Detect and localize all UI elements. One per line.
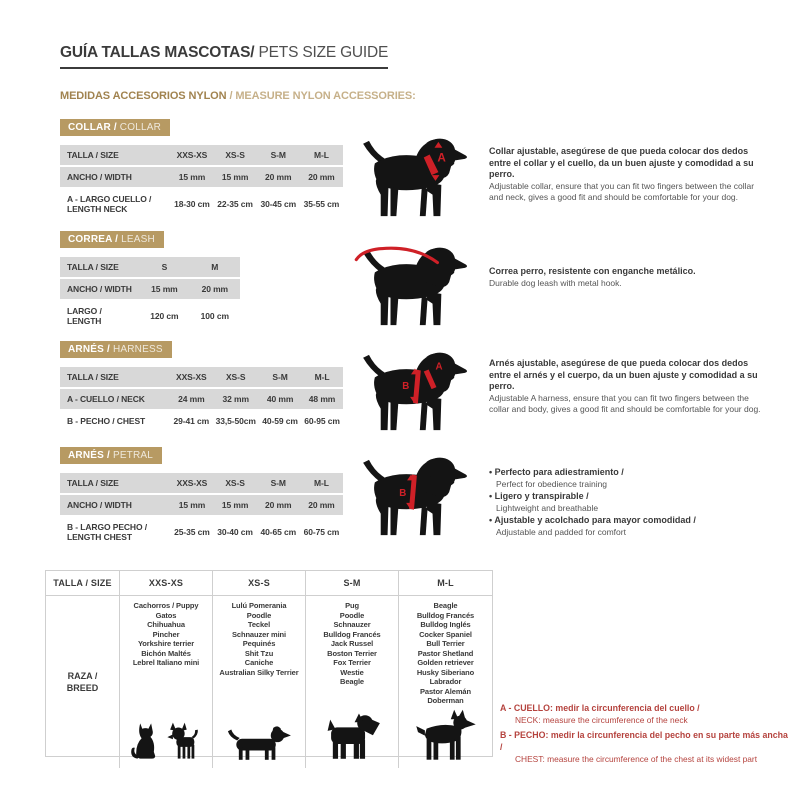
leash-size-table (60, 255, 240, 333)
petral-feature-list (489, 467, 763, 539)
table-cell: B - LARGO PECHO / LENGTH CHEST (60, 517, 170, 547)
dog-silhouette-leash (352, 243, 472, 331)
dachshund-silhouette-icon (223, 722, 295, 764)
breed-table-body (46, 596, 492, 756)
table-row (60, 167, 343, 187)
table-cell: M-L (301, 367, 343, 387)
table-cell: 33,5-50cm (212, 411, 259, 431)
breed-list (306, 596, 398, 687)
table-cell: XS-S (214, 473, 257, 493)
feature-es: • Ajustable y acolchado para mayor comodidad / (489, 515, 763, 527)
dog-harness-illustration (352, 348, 472, 436)
table-cell: ANCHO / WIDTH (60, 279, 139, 299)
breed-item: Pastor Alemán (420, 686, 471, 696)
table-cell: 20 mm (300, 167, 343, 187)
table-row (60, 495, 343, 515)
table-cell: S-M (257, 473, 300, 493)
feature-en: Adjustable and padded for comfort (496, 526, 626, 537)
breed-item: Beagle (433, 601, 458, 610)
breed-label: BREED (66, 682, 99, 693)
petral-feature (489, 467, 763, 490)
table-cell: 15 mm (214, 167, 257, 187)
note-en: CHEST: measure the circumference of the chest at its widest part (515, 754, 758, 764)
table-cell: 40-59 cm (259, 411, 301, 431)
doberman-silhouette-icon (413, 708, 479, 764)
badge-label-en: HARNESS (109, 344, 163, 355)
page-title (60, 44, 388, 69)
breed-item: Pug (345, 601, 359, 610)
table-row (60, 411, 343, 431)
breed-item: Cachorros / Puppy (133, 601, 199, 610)
petral-feature (489, 515, 763, 538)
breed-list (120, 596, 212, 668)
harness-desc-en: Adjustable A harness, ensure that you can fit two fingers between the collar and body, gives a good fit and should be comfortable for your dog. (489, 392, 761, 414)
table-row (60, 517, 343, 547)
table-cell: 15 mm (214, 495, 257, 515)
table-cell: 24 mm (170, 389, 212, 409)
section-badge-leash (60, 231, 164, 248)
badge-label-en: COLLAR (116, 122, 162, 133)
dog-petral-illustration (352, 453, 472, 541)
breed-item: Cocker Spaniel (419, 629, 472, 639)
breed-item: Bulldog Francés (416, 610, 475, 620)
feature-es: • Ligero y transpirable / (489, 491, 763, 503)
table-row (60, 301, 240, 331)
silhouettes-xs-s (213, 706, 305, 768)
table-cell: M-L (300, 473, 343, 493)
breed-item: Bulldog Francés (323, 629, 381, 639)
breed-item: Golden retriever (417, 658, 474, 667)
schnauzer-silhouette-icon (321, 710, 383, 764)
table-cell: 100 cm (190, 301, 240, 331)
breed-list (399, 596, 492, 706)
feature-en: Lightweight and breathable (496, 502, 599, 513)
table-row (60, 279, 240, 299)
table-cell: TALLA / SIZE (60, 145, 170, 165)
breed-item: Chihuahua (147, 620, 185, 629)
table-cell: 20 mm (257, 167, 300, 187)
section-badge-collar (60, 119, 170, 136)
breed-item: Pastor Shetland (417, 648, 474, 658)
spec-table-grid (60, 255, 240, 333)
table-cell: 60-75 cm (300, 517, 343, 547)
leash-desc-es: Correa perro, resistente con enganche metálico. (489, 266, 696, 276)
table-cell: 48 mm (301, 389, 343, 409)
breed-item: Jack Russel (330, 639, 374, 648)
page-subtitle-es: MEDIDAS ACCESORIOS NYLON (60, 90, 230, 102)
table-cell: 120 cm (139, 301, 189, 331)
table-cell: 22-35 cm (214, 189, 257, 219)
breed-column-xxs-xs (120, 596, 213, 768)
breed-item: Shit Tzu (244, 648, 274, 658)
petral-size-table (60, 471, 343, 549)
table-cell: M-L (300, 145, 343, 165)
breed-item: Pincher (152, 629, 180, 639)
table-cell: 35-55 cm (300, 189, 343, 219)
note-en: NECK: measure the circumference of the neck (515, 715, 688, 725)
breed-column-xs-s (213, 596, 306, 768)
marker-letter-b: B (399, 488, 407, 500)
table-cell: S-M (257, 145, 300, 165)
dog-silhouette-petral (352, 453, 472, 541)
breed-header-cell: XXS-XS (120, 571, 213, 596)
table-cell: M (190, 257, 240, 277)
section-badge-petral (60, 447, 162, 464)
breed-header-cell: M-L (399, 571, 492, 596)
breed-list (213, 596, 305, 677)
collar-desc-en: Adjustable collar, ensure that you can fit two fingers between the collar and neck, gives a good fit and should be comfortable for your dog. (489, 180, 755, 202)
badge-label-en: PETRAL (109, 450, 154, 461)
marker-letter-a: A (437, 151, 446, 165)
breed-item: Poodle (246, 610, 272, 620)
petral-feature (489, 491, 763, 514)
breed-item: Doberman (427, 696, 464, 705)
table-cell: 40 mm (259, 389, 301, 409)
silhouettes-s-m (306, 706, 398, 768)
table-cell: 20 mm (190, 279, 240, 299)
cat-silhouette-icon (128, 718, 162, 764)
table-cell: ANCHO / WIDTH (60, 495, 170, 515)
table-cell: XS-S (214, 145, 257, 165)
table-cell: XXS-XS (170, 145, 213, 165)
dog-leash-illustration (352, 243, 472, 331)
breed-header-cell: TALLA / SIZE (46, 571, 120, 596)
breed-item: Australian Silky Terrier (219, 667, 299, 677)
breed-table-header (46, 571, 492, 596)
table-cell: 20 mm (257, 495, 300, 515)
breed-row-label (46, 596, 120, 768)
table-cell: 15 mm (170, 167, 213, 187)
table-cell: TALLA / SIZE (60, 367, 170, 387)
breed-item: Lebrel Italiano mini (132, 658, 200, 667)
page-title-en: PETS SIZE GUIDE (254, 44, 389, 61)
badge-label-es: CORREA / (68, 234, 119, 245)
table-cell: A - LARGO CUELLO / LENGTH NECK (60, 189, 170, 219)
table-cell: TALLA / SIZE (60, 257, 139, 277)
table-cell: 18-30 cm (170, 189, 213, 219)
dog-mouth (454, 478, 467, 486)
table-cell: 30-40 cm (214, 517, 257, 547)
dog-collar-illustration (352, 134, 472, 222)
table-row (60, 189, 343, 219)
dog-mouth (454, 268, 467, 276)
table-cell: S (139, 257, 189, 277)
table-cell: B - PECHO / CHEST (60, 411, 170, 431)
table-cell: 20 mm (300, 495, 343, 515)
table-cell: 30-45 cm (257, 189, 300, 219)
silhouettes-m-l (399, 706, 492, 768)
section-badge-harness (60, 341, 172, 358)
table-cell: LARGO / LENGTH (60, 301, 139, 331)
leash-description (489, 266, 763, 289)
table-cell: 32 mm (212, 389, 259, 409)
table-header-row (60, 473, 343, 493)
breed-header-cell: S-M (306, 571, 399, 596)
note-neck (500, 702, 792, 726)
chihuahua-silhouette-icon (166, 720, 204, 764)
table-cell: A - CUELLO / NECK (60, 389, 170, 409)
collar-desc-es: Collar ajustable, asegúrese de que pueda colocar dos dedos entre el collar y el cuello, da un buen ajuste y comodidad a su perro. (489, 146, 754, 179)
breed-item: Boston Terrier (327, 648, 377, 658)
table-header-row (60, 367, 343, 387)
breed-item: Husky Siberiano (416, 667, 475, 677)
table-cell: TALLA / SIZE (60, 473, 170, 493)
breed-column-s-m (306, 596, 399, 768)
breed-item: Labrador (429, 677, 462, 686)
badge-label-en: LEASH (118, 234, 155, 245)
table-cell: XXS-XS (170, 367, 212, 387)
breed-item: Schnauzer (333, 620, 371, 629)
harness-desc-es: Arnés ajustable, asegúrese de que pueda colocar dos dedos entre el arnés y el cuerpo, da un buen ajuste y comodidad a su perro. (489, 358, 758, 391)
breed-column-m-l (399, 596, 492, 768)
table-cell: S-M (259, 367, 301, 387)
badge-label-es: ARNÉS / (68, 450, 110, 461)
collar-size-table (60, 143, 343, 221)
harness-description (489, 358, 763, 416)
silhouettes-xxs-xs (120, 706, 212, 768)
table-header-row (60, 257, 240, 277)
table-cell: 25-35 cm (170, 517, 213, 547)
breed-item: Yorkshire terrier (137, 639, 195, 648)
breed-item: Schnauzer mini (231, 629, 287, 639)
raza-label: RAZA / (67, 670, 98, 681)
breed-item: Fox Terrier (333, 658, 371, 667)
table-cell: ANCHO / WIDTH (60, 167, 170, 187)
dog-mouth (454, 159, 467, 167)
dog-mouth (454, 373, 467, 381)
breed-table (45, 570, 493, 757)
table-header-row (60, 145, 343, 165)
marker-letter-b: B (402, 381, 410, 393)
breed-item: Bulldog Inglés (420, 620, 471, 629)
table-cell: 15 mm (139, 279, 189, 299)
spec-table-grid (60, 143, 343, 221)
spec-table-grid (60, 471, 343, 549)
harness-size-table (60, 365, 343, 433)
page-subtitle-en: / MEASURE NYLON ACCESSORIES: (229, 90, 416, 102)
breed-header-cell: XS-S (213, 571, 306, 596)
table-cell: 29-41 cm (170, 411, 212, 431)
table-cell: XS-S (212, 367, 259, 387)
table-cell: 60-95 cm (301, 411, 343, 431)
table-cell: 40-65 cm (257, 517, 300, 547)
table-cell: XXS-XS (170, 473, 213, 493)
note-es: A - CUELLO: medir la circunferencia del cuello / (500, 703, 700, 713)
breed-item: Gatos (155, 610, 177, 620)
marker-letter-a: A (435, 361, 443, 373)
breed-item: Lulú Pomerania (231, 601, 287, 610)
breed-item: Bull Terrier (426, 639, 465, 648)
breed-item: Beagle (340, 677, 364, 686)
breed-item: Poodle (339, 610, 365, 620)
leash-desc-en: Durable dog leash with metal hook. (489, 277, 622, 288)
page-title-es: GUÍA TALLAS MASCOTAS/ (60, 44, 255, 61)
feature-en: Perfect for obedience training (496, 478, 608, 489)
spec-table-grid (60, 365, 343, 433)
table-row (60, 389, 343, 409)
measuring-notes (500, 702, 792, 768)
breed-item: Bichón Maltés (141, 648, 191, 658)
dog-silhouette-collar (352, 134, 472, 222)
dog-silhouette-harness (352, 348, 472, 436)
breed-item: Teckel (247, 620, 271, 629)
breed-item: Pequinés (242, 639, 276, 648)
breed-item: Westie (340, 667, 364, 677)
badge-label-es: ARNÉS / (68, 344, 110, 355)
feature-es: • Perfecto para adiestramiento / (489, 467, 763, 479)
note-chest (500, 729, 792, 765)
note-es: B - PECHO: medir la circunferencia del pecho en su parte más ancha / (500, 730, 788, 752)
badge-label-es: COLLAR / (68, 122, 117, 133)
collar-description (489, 146, 763, 204)
table-cell: 15 mm (170, 495, 213, 515)
breed-item: Caniche (244, 658, 274, 667)
page-subtitle (60, 90, 416, 102)
